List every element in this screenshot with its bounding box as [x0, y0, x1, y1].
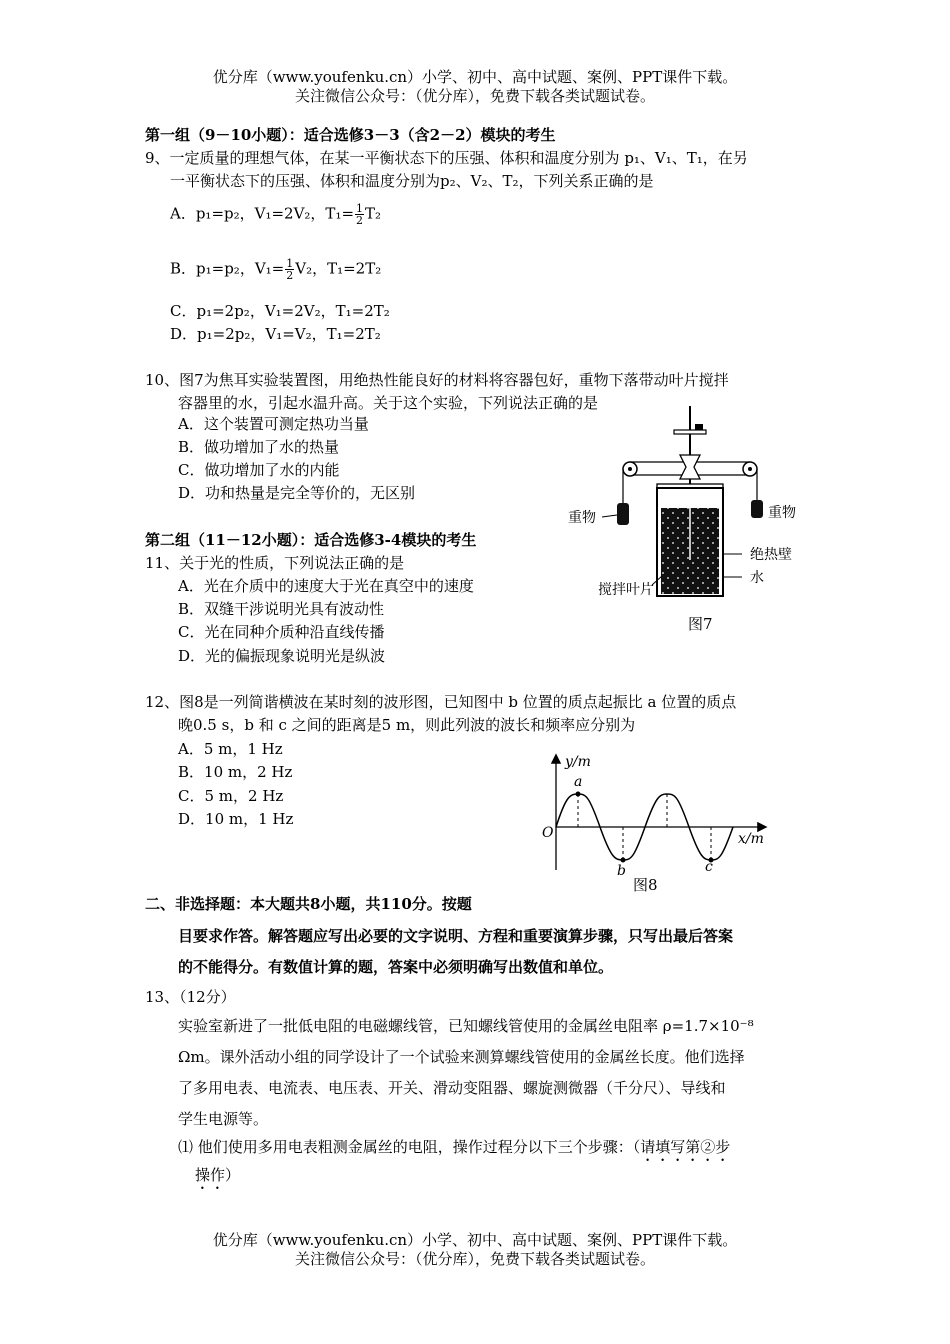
fraction-denominator: 2 — [286, 269, 294, 282]
figure-7-joule-apparatus — [560, 400, 830, 640]
figure-8-wave-graph — [535, 750, 775, 900]
q12-option-d: D．10 m，1 Hz — [178, 810, 294, 828]
q11-option-a: A．光在介质中的速度大于光在真空中的速度 — [178, 577, 474, 595]
q13-sub1-emphasis: 请填写第②步 — [640, 1138, 731, 1156]
q9-stem-line2: 一平衡状态下的压强、体积和温度分别为p₂、V₂、T₂，下列关系正确的是 — [170, 172, 654, 190]
footer-line-2: 关注微信公众号：（优分库），免费下载各类试题试卷。 — [294, 1250, 655, 1268]
q9-option-b — [170, 258, 381, 281]
q11-stem: 11、关于光的性质，下列说法正确的是 — [145, 554, 405, 572]
q13-sub1-line1 — [178, 1138, 730, 1165]
center-spool — [680, 455, 700, 479]
q12-stem-line2: 晚0.5 s，b 和 c 之间的距离是5 m，则此列波的波长和频率应分别为 — [178, 716, 636, 734]
q10-option-b: B．做功增加了水的热量 — [178, 438, 340, 456]
section2-line2: 目要求作答。解答题应写出必要的文字说明、方程和重要演算步骤，只写出最后答案 — [178, 927, 734, 945]
q12-option-b: B．10 m，2 Hz — [178, 763, 293, 781]
point-a — [576, 792, 581, 797]
q13-paragraph-line4: 学生电源等。 — [178, 1110, 269, 1128]
q12-option-c: C．5 m，2 Hz — [178, 787, 284, 805]
shaft-crossbar — [674, 430, 706, 434]
q13-sub1-text: ⑴ 他们使用多用电表粗测金属丝的电阻，操作过程分以下三个步骤：（ — [178, 1138, 641, 1156]
fraction-one-half — [285, 258, 294, 281]
q9-option-a-suffix: T₂ — [365, 204, 382, 223]
q9-option-a — [170, 203, 381, 226]
label-stirring-blade: 搅拌叶片 — [598, 582, 654, 598]
fraction-one-half — [355, 203, 364, 226]
q13-sub1-emphasis-2: 操作 — [195, 1166, 226, 1184]
q11-option-d: D．光的偏振现象说明光是纵波 — [178, 647, 386, 665]
section2-line1: 二、非选择题：本大题共8小题，共110分。按题 — [145, 895, 472, 913]
q10-option-c: C．做功增加了水的内能 — [178, 461, 340, 479]
q13-paragraph-line1: 实验室新进了一批低电阻的电磁螺线管，已知螺线管使用的金属丝电阻率 ρ=1.7×10⁻⁸ — [178, 1017, 754, 1035]
q10-stem-line1: 10、图7为焦耳实验装置图，用绝热性能良好的材料将容器包好，重物下落带动叶片搅拌 — [145, 371, 729, 389]
label-c: c — [705, 859, 713, 875]
q11-option-b: B．双缝干涉说明光具有波动性 — [178, 600, 385, 618]
q13-sub1-close: ） — [225, 1166, 241, 1184]
y-axis-label: y/m — [565, 754, 591, 770]
group1-title: 第一组（9－10小题）：适合选修3－3（含2－2）模块的考生 — [145, 126, 556, 144]
q12-stem-line1: 12、图8是一列简谐横波在某时刻的波形图，已知图中 b 位置的质点起振比 a 位置的质点 — [145, 693, 737, 711]
x-axis-label: x/m — [738, 831, 764, 847]
label-weight-left: 重物 — [568, 510, 596, 526]
fraction-numerator: 1 — [286, 257, 294, 270]
q13-number: 13、（12分） — [145, 988, 236, 1006]
fraction-numerator: 1 — [356, 202, 364, 215]
figure-7-caption: 图7 — [688, 615, 713, 633]
header-line-2: 关注微信公众号：（优分库），免费下载各类试题试卷。 — [294, 87, 655, 105]
label-b: b — [617, 863, 626, 879]
q9-option-b-prefix: B．p₁=p₂，V₁= — [170, 259, 285, 278]
q12-option-a: A．5 m，1 Hz — [178, 740, 283, 758]
origin-label: O — [542, 825, 554, 841]
q10-stem-line2: 容器里的水，引起水温升高。关于这个实验，下列说法正确的是 — [178, 394, 599, 412]
footer-line-1: 优分库（www.youfenku.cn）小学、初中、高中试题、案例、PPT课件下载。 — [212, 1231, 738, 1249]
fraction-denominator: 2 — [356, 214, 364, 227]
point-b — [621, 858, 626, 863]
left-weight — [617, 503, 629, 525]
q10-option-a: A．这个装置可测定热功当量 — [178, 415, 369, 433]
label-weight-right: 重物 — [768, 505, 796, 521]
q9-stem-line1: 9、一定质量的理想气体，在某一平衡状态下的压强、体积和温度分别为 p₁、V₁、T₁，在另 — [145, 149, 748, 167]
header-line-1: 优分库（www.youfenku.cn）小学、初中、高中试题、案例、PPT课件下载。 — [212, 68, 738, 86]
right-weight — [751, 500, 763, 518]
figure-8-caption: 图8 — [633, 876, 658, 894]
q10-option-d: D．功和热量是完全等价的，无区别 — [178, 484, 416, 502]
group2-title: 第二组（11－12小题）：适合选修3-4模块的考生 — [145, 531, 477, 549]
q13-paragraph-line2: Ωm。课外活动小组的同学设计了一个试验来测算螺线管使用的金属丝长度。他们选择 — [178, 1048, 745, 1066]
q9-option-a-prefix: A．p₁=p₂，V₁=2V₂，T₁= — [170, 204, 355, 223]
q9-option-d: D．p₁=2p₂，V₁=V₂，T₁=2T₂ — [170, 325, 381, 343]
q9-option-c: C．p₁=2p₂，V₁=2V₂，T₁=2T₂ — [170, 302, 390, 320]
section2-line3: 的不能得分。有数值计算的题，答案中必须明确写出数值和单位。 — [178, 958, 614, 976]
q13-sub1-line2 — [195, 1166, 240, 1193]
label-a: a — [574, 774, 583, 790]
q11-option-c: C．光在同种介质种沿直线传播 — [178, 623, 385, 641]
label-insulating-wall: 绝热壁 — [750, 547, 792, 563]
shaft-clamp — [695, 424, 703, 430]
label-water: 水 — [750, 570, 764, 586]
q9-option-b-suffix: V₂，T₁=2T₂ — [295, 259, 382, 278]
q13-paragraph-line3: 了多用电表、电流表、电压表、开关、滑动变阻器、螺旋测微器（千分尺）、导线和 — [178, 1079, 726, 1097]
